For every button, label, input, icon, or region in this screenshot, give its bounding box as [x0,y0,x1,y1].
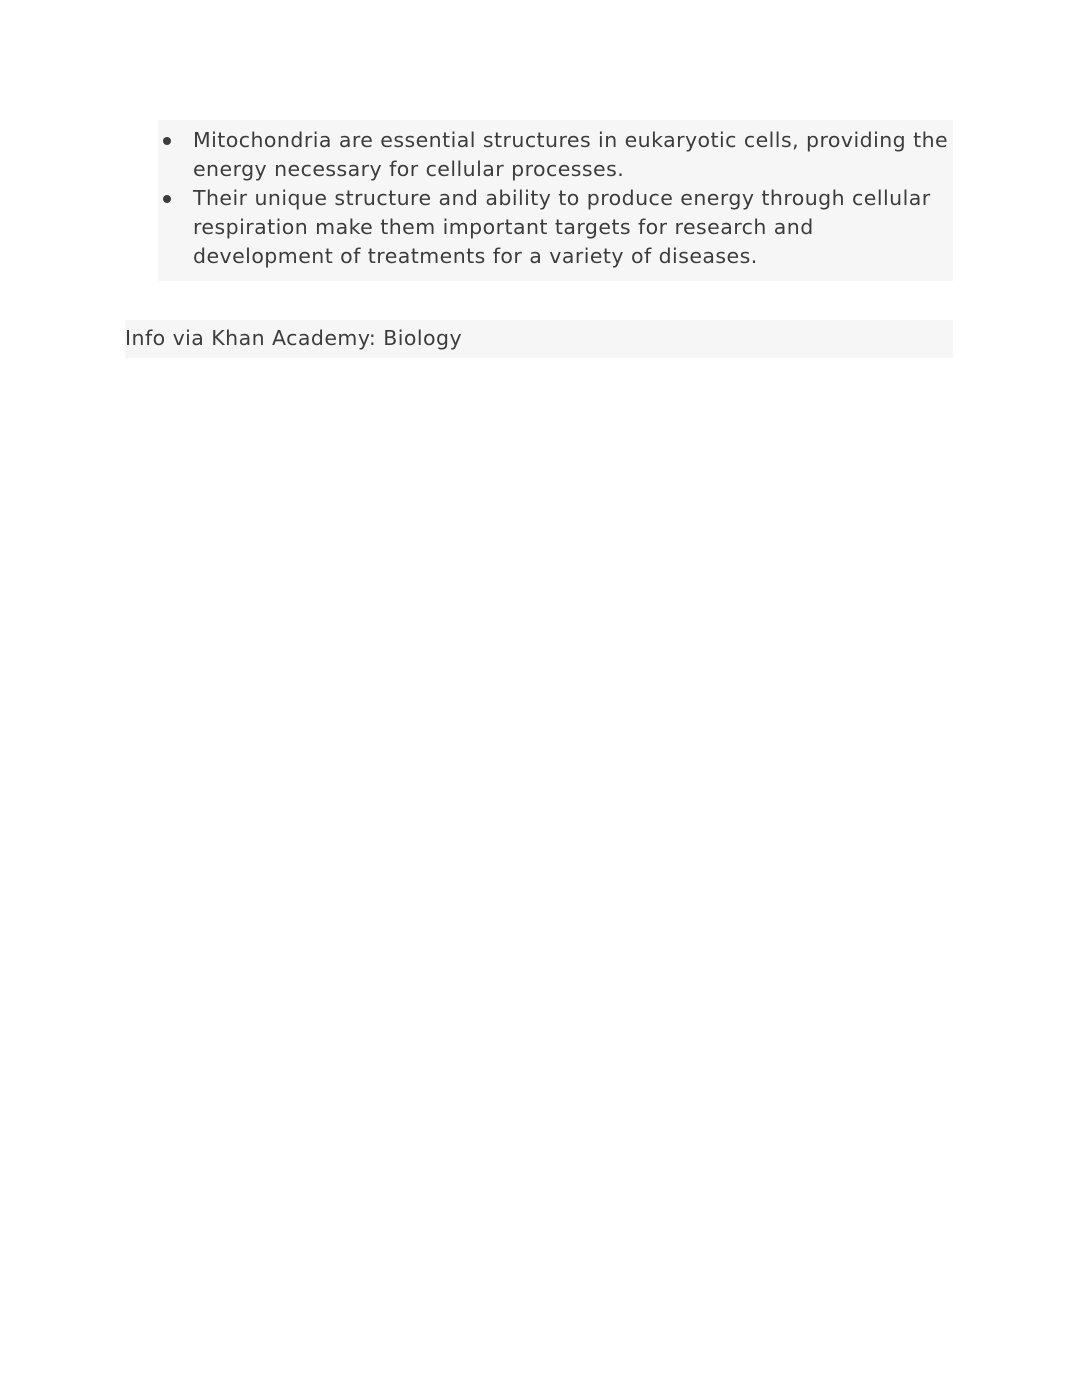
bullet-list [158,126,953,271]
bullet-list-block [158,120,953,281]
list-item-text: Mitochondria are essential structures in eukaryotic cells, providing the energy necessary for cellular processes. [193,128,949,181]
bullet-dot-icon [163,195,171,203]
list-item [158,126,953,184]
source-attribution: Info via Khan Academy: Biology [125,320,953,358]
list-item [158,184,953,271]
list-item-text: Their unique structure and ability to produce energy through cellular respiration make them important targets for research and development of treatments for a variety of diseases. [193,186,931,268]
bullet-dot-icon [163,137,171,145]
